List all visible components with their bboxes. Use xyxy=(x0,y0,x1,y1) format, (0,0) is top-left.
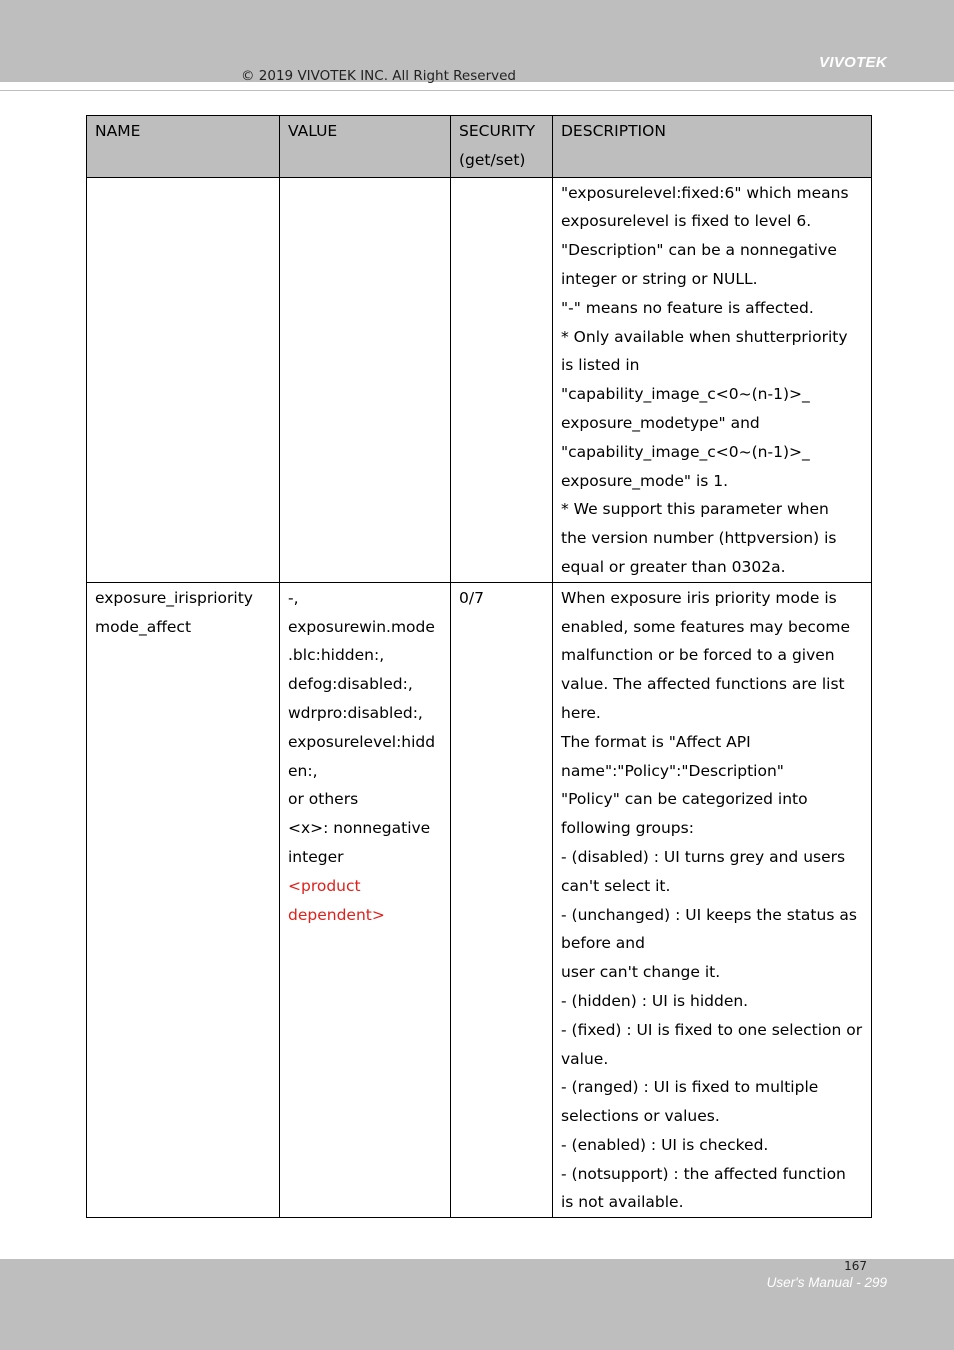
text-line: exposure_mode" is 1. xyxy=(561,471,729,490)
text-line: exposurewin.mode xyxy=(288,617,435,636)
col-header-description: DESCRIPTION xyxy=(553,116,872,178)
text-line: enabled, some features may become xyxy=(561,617,851,636)
text-line: equal or greater than 0302a. xyxy=(561,557,786,576)
text-line: is not available. xyxy=(561,1193,684,1212)
text-line: following groups: xyxy=(561,819,694,838)
footer-bar xyxy=(0,1259,954,1350)
text-line: the version number (httpversion) is xyxy=(561,529,837,548)
table-header-row xyxy=(87,116,872,178)
text-line: "capability_image_c<0~(n-1)>_ xyxy=(561,385,810,404)
table-row xyxy=(87,177,872,582)
text-line: When exposure iris priority mode is xyxy=(561,588,837,607)
text-line: selections or values. xyxy=(561,1107,720,1126)
cell-security xyxy=(451,177,553,582)
text-line: "Description" can be a nonnegative xyxy=(561,241,837,260)
page-number: 167 xyxy=(844,1259,867,1273)
cell-name xyxy=(87,582,280,1218)
text-line: - (hidden) : UI is hidden. xyxy=(561,991,749,1010)
cell-description xyxy=(553,177,872,582)
text-line: user can't change it. xyxy=(561,963,721,982)
text-line: "exposurelevel:fixed:6" which means xyxy=(561,183,849,202)
text-line: <product xyxy=(288,876,361,895)
text-line: - (enabled) : UI is checked. xyxy=(561,1135,769,1154)
text-line: - (notsupport) : the affected function xyxy=(561,1164,846,1183)
text-line: - (unchanged) : UI keeps the status as xyxy=(561,905,857,924)
text-line: before and xyxy=(561,934,645,953)
copyright-notice: © 2019 VIVOTEK INC. All Right Reserved xyxy=(241,68,516,84)
text-line: <x>: nonnegative xyxy=(288,819,431,838)
text-line: exposure_modetype" and xyxy=(561,413,760,432)
text-line: .blc:hidden:, xyxy=(288,646,385,665)
text-line: dependent> xyxy=(288,905,385,924)
text-line: * We support this parameter when xyxy=(561,500,829,519)
text-line: wdrpro:disabled:, xyxy=(288,703,423,722)
text-line: "Policy" can be categorized into xyxy=(561,790,808,809)
text-line: - (ranged) : UI is fixed to multiple xyxy=(561,1078,819,1097)
col-header-security: SECURITY (get/set) xyxy=(451,116,553,178)
text-line: can't select it. xyxy=(561,876,671,895)
text-line: * Only available when shutterpriority xyxy=(561,327,848,346)
cell-description xyxy=(553,582,872,1218)
text-line: exposure_irispriority xyxy=(95,588,253,607)
text-line: en:, xyxy=(288,761,318,780)
text-line: "-" means no feature is affected. xyxy=(561,298,814,317)
parameter-table xyxy=(86,115,872,1218)
text-line: integer xyxy=(288,847,344,866)
brand-logo: VIVOTEK xyxy=(819,54,887,71)
text-line: name":"Policy":"Description" xyxy=(561,761,784,780)
text-line: The format is "Affect API xyxy=(561,732,751,751)
cell-value xyxy=(280,177,451,582)
security-subheader: (get/set) xyxy=(459,150,526,169)
text-line: "capability_image_c<0~(n-1)>_ xyxy=(561,442,810,461)
text-line: integer or string or NULL. xyxy=(561,269,758,288)
table-row xyxy=(87,582,872,1218)
col-header-name: NAME xyxy=(87,116,280,178)
text-line: exposurelevel:hidd xyxy=(288,732,436,751)
header-divider xyxy=(0,90,954,91)
text-line: here. xyxy=(561,703,601,722)
text-line: exposurelevel is fixed to level 6. xyxy=(561,212,812,231)
manual-page-label: User's Manual - 299 xyxy=(766,1275,887,1290)
cell-security: 0/7 xyxy=(451,582,553,1218)
text-line: is listed in xyxy=(561,356,640,375)
text-line: - (disabled) : UI turns grey and users xyxy=(561,847,846,866)
text-line: defog:disabled:, xyxy=(288,675,413,694)
text-line: value. The affected functions are list xyxy=(561,675,845,694)
cell-value xyxy=(280,582,451,1218)
text-line: value. xyxy=(561,1049,609,1068)
text-line: -, xyxy=(288,588,299,607)
text-line: malfunction or be forced to a given xyxy=(561,646,835,665)
cell-name xyxy=(87,177,280,582)
text-line: mode_affect xyxy=(95,617,192,636)
col-header-value: VALUE xyxy=(280,116,451,178)
text-line: - (fixed) : UI is fixed to one selection or xyxy=(561,1020,863,1039)
text-line: or others xyxy=(288,790,359,809)
